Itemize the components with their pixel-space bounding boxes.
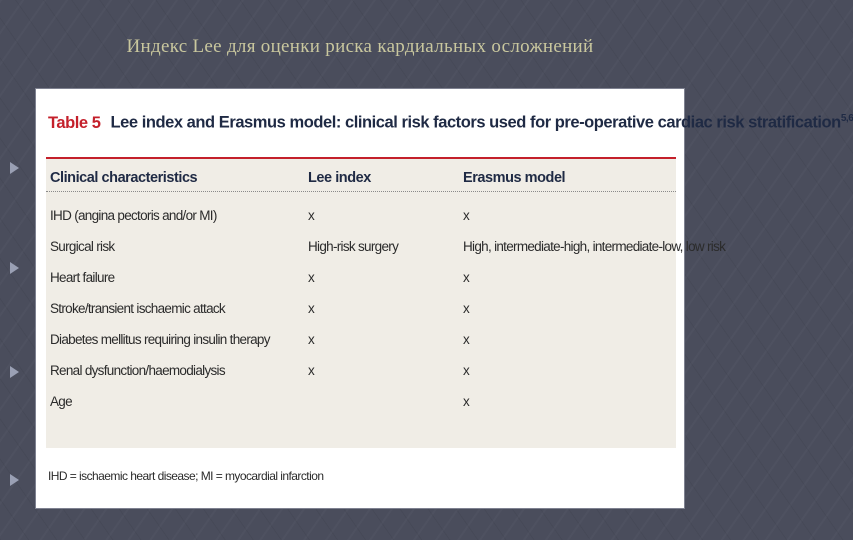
cell-lee-index: High-risk surgery: [308, 239, 399, 254]
bullet-arrow-icon: [10, 474, 19, 486]
table-row: [46, 233, 726, 264]
table-footnote: IHD = ischaemic heart disease; MI = myocardial infarction: [48, 469, 324, 483]
bullet-arrow-icon: [10, 262, 19, 274]
cell-characteristic: Stroke/transient ischaemic attack: [50, 301, 225, 316]
bullet-arrow-icon: [10, 366, 19, 378]
cell-erasmus-model: x: [463, 394, 470, 409]
table-row: [46, 295, 676, 326]
header-clinical-characteristics: Clinical characteristics: [50, 170, 198, 186]
table-caption-refs: 5,6: [840, 113, 853, 124]
table-caption-text: Lee index and Erasmus model: clinical risk factors used for pre-operative cardiac risk stratification: [110, 113, 841, 132]
table-image-panel: [35, 88, 853, 509]
table-header-row: [46, 159, 676, 192]
cell-characteristic: Surgical risk: [50, 239, 115, 254]
table-row: [46, 326, 676, 357]
cell-erasmus-model: x: [463, 270, 470, 285]
cell-lee-index: x: [308, 363, 315, 378]
table-caption: [48, 113, 853, 133]
cell-erasmus-model: x: [463, 301, 470, 316]
cell-lee-index: x: [308, 301, 315, 316]
cell-characteristic: IHD (angina pectoris and/or MI): [50, 208, 217, 223]
table-row: [46, 202, 676, 233]
risk-factor-table: [46, 157, 726, 449]
table-body: [46, 192, 726, 448]
cell-lee-index: x: [308, 332, 315, 347]
header-lee-index: Lee index: [308, 170, 371, 186]
cell-characteristic: Age: [50, 394, 72, 409]
cell-erasmus-model: x: [463, 363, 470, 378]
cell-characteristic: Heart failure: [50, 270, 115, 285]
cell-characteristic: Diabetes mellitus requiring insulin therapy: [50, 332, 270, 347]
cell-erasmus-model: x: [463, 208, 470, 223]
bullet-arrow-icon: [10, 162, 19, 174]
table-row: [46, 388, 676, 419]
table-row: [46, 264, 676, 295]
cell-characteristic: Renal dysfunction/haemodialysis: [50, 363, 225, 378]
cell-erasmus-model: x: [463, 332, 470, 347]
cell-erasmus-model: High, intermediate-high, intermediate-low, low risk: [463, 239, 726, 254]
table-number: Table 5: [48, 113, 101, 132]
cell-lee-index: x: [308, 208, 315, 223]
header-erasmus-model: Erasmus model: [463, 170, 566, 186]
table-row: [46, 357, 676, 388]
slide-title: Индекс Lee для оценки риска кардиальных осложнений: [126, 36, 594, 57]
cell-lee-index: x: [308, 270, 315, 285]
